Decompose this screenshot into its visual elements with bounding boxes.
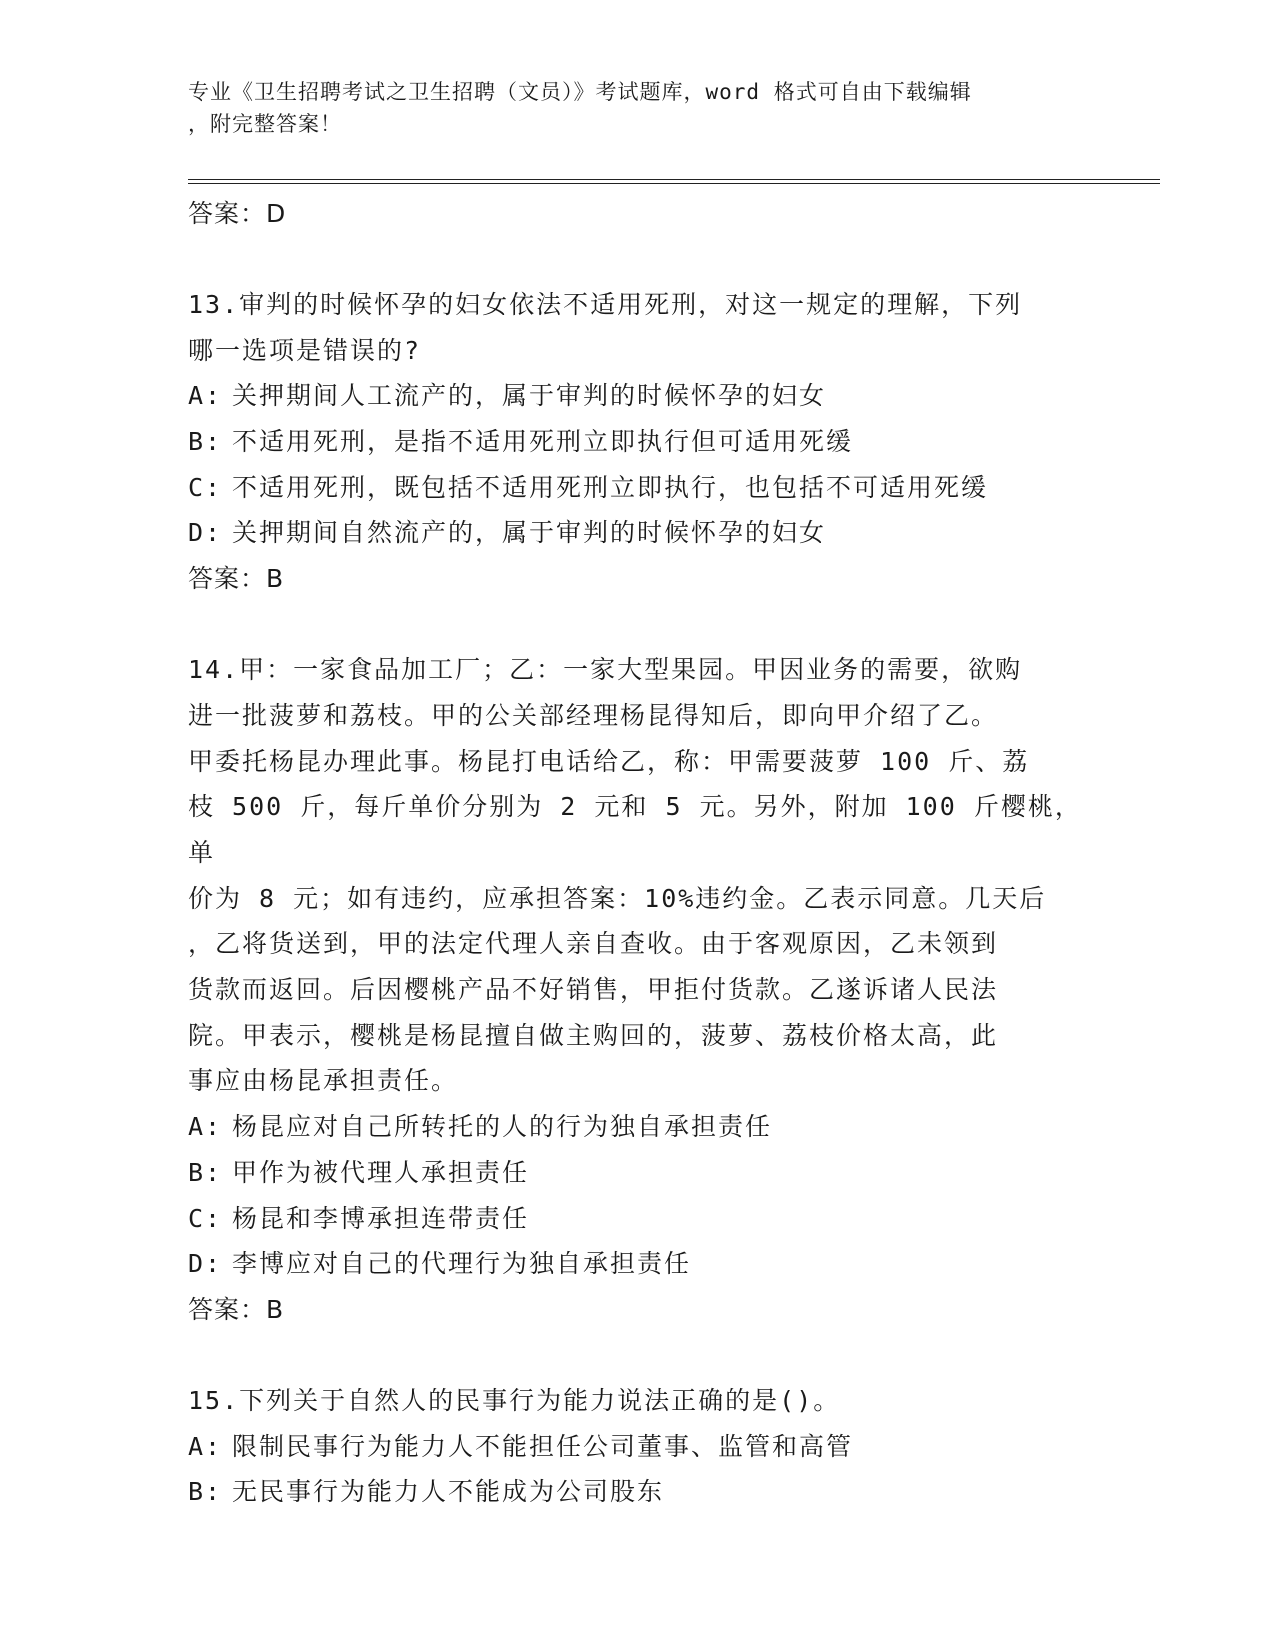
question-stem: 13.审判的时候怀孕的妇女依法不适用死刑，对这一规定的理解，下列 哪一选项是错误的?: [188, 290, 1023, 365]
previous-answer: 答案：D: [188, 199, 287, 228]
page-header: [188, 76, 1068, 140]
header-divider: [188, 179, 1160, 180]
option-b: B: 甲作为被代理人承担责任: [188, 1157, 530, 1187]
answer-line: 答案：B: [188, 564, 285, 594]
question-13: [188, 282, 1088, 602]
header-divider-inner: [188, 183, 1160, 184]
answer-line: 答案：B: [188, 1294, 285, 1324]
question-stem: 15.下列关于自然人的民事行为能力说法正确的是()。: [188, 1385, 841, 1415]
question-stem: 14.甲：一家食品加工厂；乙：一家大型果园。甲因业务的需要，欲购 进一批菠萝和荔枝。甲的公关部经理杨昆得知后，即向甲介绍了乙。 甲委托杨昆办理此事。杨昆打电话给乙，称：甲需要菠萝 100 斤、荔 枝 500 斤，每斤单价分别为 2 元和 5 元。另外，附加 100 斤樱桃，单 价为 8 元；如有违约，应承担答案：10%违约金。乙表示同意。几天后 ，乙将货送到，甲的法定代理人亲自查收。由于客观原因，乙未领到 货款而返回。后因樱桃产品不好销售，甲拒付货款。乙遂诉诸人民法 院。甲表示，樱桃是杨昆擅自做主购回的，菠萝、荔枝价格太高，此 事应由杨昆承担责任。: [188, 655, 1082, 1096]
option-c: C: 杨昆和李博承担连带责任: [188, 1203, 530, 1233]
option-d: D: 关押期间自然流产的，属于审判的时候怀孕的妇女: [188, 518, 827, 548]
option-a: A: 限制民事行为能力人不能担任公司董事、监管和高管: [188, 1431, 854, 1461]
option-b: B: 不适用死刑，是指不适用死刑立即执行但可适用死缓: [188, 427, 854, 457]
header-line-2: ，附完整答案！: [188, 112, 342, 136]
option-b: B: 无民事行为能力人不能成为公司股东: [188, 1477, 665, 1507]
question-14: [188, 647, 1088, 1333]
question-list: [188, 191, 1088, 1515]
option-a: A: 杨昆应对自己所转托的人的行为独自承担责任: [188, 1112, 773, 1142]
header-line-1: 专业《卫生招聘考试之卫生招聘（文员）》考试题库，word 格式可自由下载编辑: [188, 80, 972, 104]
option-d: D: 李博应对自己的代理行为独自承担责任: [188, 1249, 692, 1279]
option-a: A: 关押期间人工流产的，属于审判的时候怀孕的妇女: [188, 381, 827, 411]
question-15: [188, 1378, 1088, 1515]
option-c: C: 不适用死刑，既包括不适用死刑立即执行，也包括不可适用死缓: [188, 472, 989, 502]
